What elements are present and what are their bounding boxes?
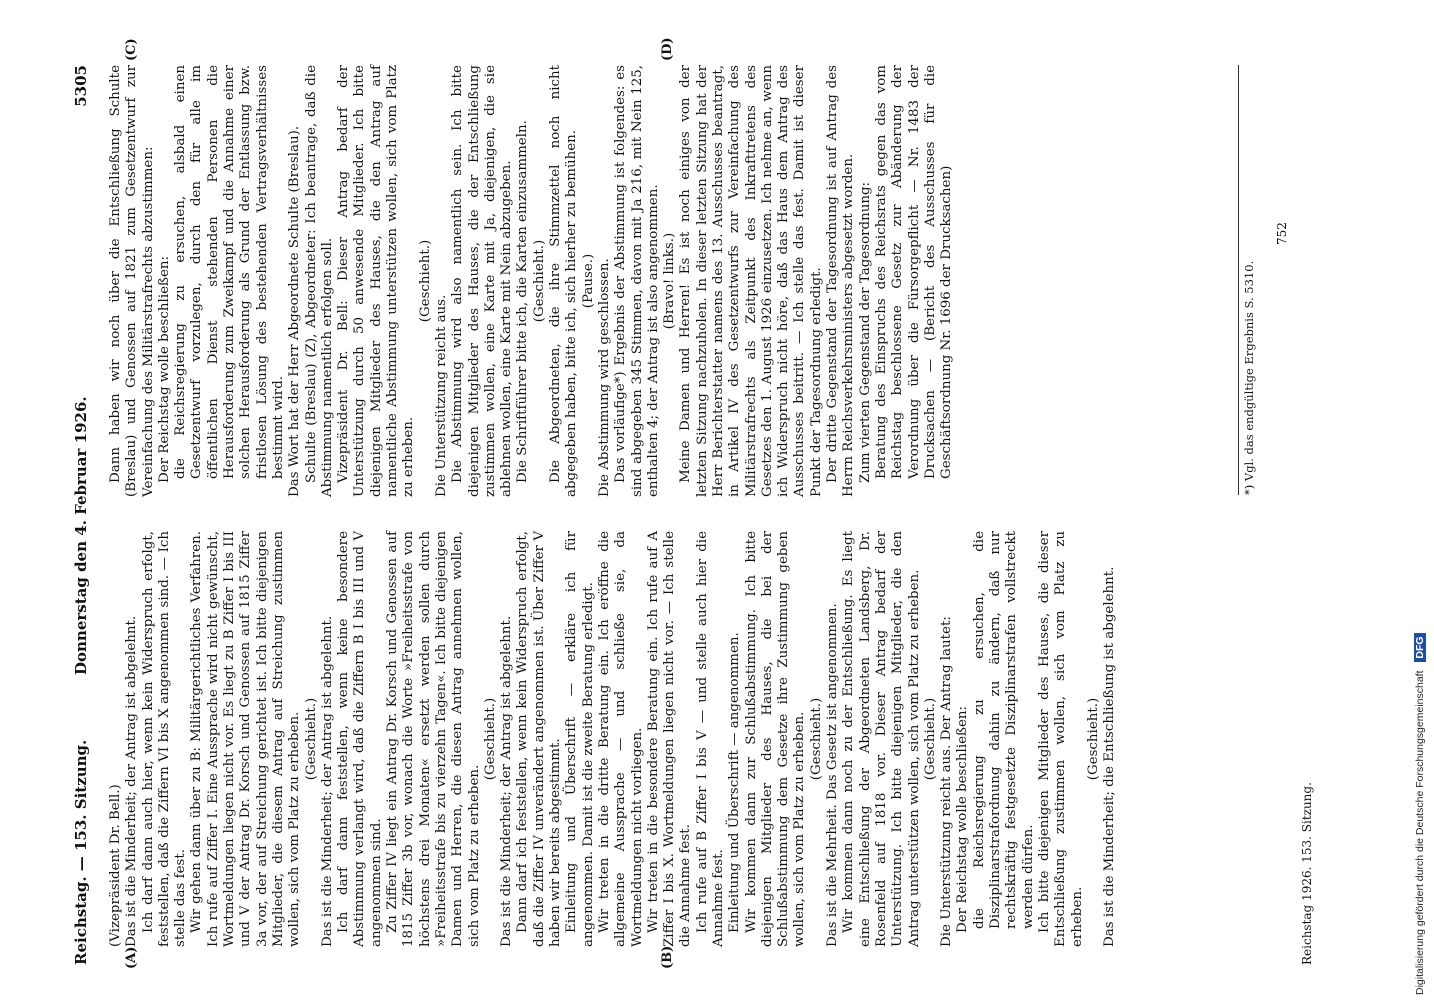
footnote: *) Vgl. das endgültige Ergebnis S. 5310. — [1238, 65, 1256, 495]
paragraph: Die Abstimmung wird geschlossen. — [596, 258, 612, 497]
paragraph: (Vizepräsident Dr. Bell.) — [108, 784, 123, 947]
header-page-number: 5305 — [72, 65, 90, 107]
paragraph: Zum vierten Gegenstand der Tagesordnung: — [857, 181, 873, 483]
paragraph: Der Reichstag wolle beschließen: — [156, 255, 172, 483]
page-footer: Reichstag 1926. 153. Sitzung. — [1300, 782, 1314, 965]
left-column — [108, 531, 1118, 947]
paragraph: Das Wort hat der Herr Abgeordnete Schulte (Breslau). — [287, 125, 303, 497]
paragraph: Wir treten in die dritte Beratung ein. Ich eröffne die allgemeine Aussprache — und schließe sie, da Wortmeldungen nicht vorliegen. — [596, 531, 645, 947]
stage-direction: (Geschieht.) — [303, 697, 319, 781]
right-column — [108, 65, 955, 497]
stage-direction: (Geschieht.) — [417, 239, 433, 323]
speaker-paragraph: Vizepräsident Dr. Bell: Dieser Antrag bedarf der Unterstützung durch 50 anwesende Mitglieder. Ich bitte diejenigen Mitglieder des Hauses, die den Antrag auf namentliche Abstimmung unterstützen wollen, sich vom Platz zu erheben. — [336, 65, 417, 497]
paragraph: Zu Ziffer IV liegt ein Antrag Dr. Korsch und Genossen auf 1815 Ziffer 3b vor, wonach die Worte »Freiheitsstrafe von höchstens drei Monaten« ersetzt werden sollen durch »Freiheitsstrafe bis zu vierzehn Tagen«. Ich bitte diejenigen Damen und Herren, die diesen Antrag annehmen wollen, sich vom Platz zu erheben. — [385, 531, 482, 947]
running-header — [70, 25, 100, 975]
stage-direction: (Geschieht.) — [1085, 697, 1101, 781]
paragraph: Ich darf dann feststellen, wenn keine besondere Abstimmung verlangt wird, daß die Ziffern B I bis III und V angenommen sind. — [336, 531, 384, 947]
quoted-motion: die Reichsregierung zu ersuchen, alsbald einen Gesetzentwurf vorzulegen, durch den für alle im öffentlichen Dienst stehenden Personen die Herausforderung zum Zweikampf und die Annahme einer solchen Herausforderung als Grund der Entlassung bzw. fristlosen Lösung des bestehenden Vertragsverhältnisses bestimmt wird. — [173, 65, 286, 479]
paragraph: Ich darf dann auch hier, wenn kein Widerspruch erfolgt, feststellen, daß die Ziffern VI bis X angenommen sind. — Ich stelle das fest. — [140, 531, 189, 947]
paragraph: Das vorläufige*) Ergebnis der Abstimmung ist folgendes: es sind abgegeben 345 Stimmen, davon mit Ja 216, mit Nein 125, enthalten 4; der Antrag ist also angenommen. — [613, 65, 661, 497]
header-session: Reichstag. — 153. Sitzung. — [72, 739, 90, 965]
dfg-logo: DFG — [1414, 633, 1426, 661]
paragraph: Die Unterstützung reicht aus. Der Antrag lautet: — [939, 616, 955, 947]
paragraph: Das ist die Mehrheit. Das Gesetz ist angenommen. — [825, 603, 841, 947]
paragraph: Die Unterstützung reicht aus. — [433, 294, 449, 497]
margin-marker-d: (D) — [660, 37, 675, 61]
header-date: Donnerstag den 4. Februar 1926. — [72, 396, 90, 675]
stage-direction: (Geschieht.) — [922, 697, 938, 781]
quoted-motion: die Reichsregierung zu ersuchen, die Disziplinarstrafordnung dahin zu ändern, daß nur rechtskräftig festgesetzte Disziplinarstrafen vollstreckt werden dürfen. — [971, 531, 1036, 929]
paragraph: Das ist die Minderheit; der Antrag ist abgelehnt. — [124, 615, 140, 947]
stage-direction: (Geschieht.) — [482, 697, 498, 781]
paragraph: Der Reichstag wolle beschließen: — [955, 705, 971, 933]
paragraph: Wir kommen dann zur Schlußabstimmung. Ich bitte diejenigen Mitglieder des Hauses, die bei der Schlußabstimmung dem Gesetze ihre Zustimmung geben wollen, sich vom Platz zu erheben. — [743, 531, 808, 947]
paragraph: Einleitung und Überschrift — angenommen. — [727, 632, 743, 933]
dfg-side-strip — [1414, 5, 1430, 995]
paragraph: Dann darf ich feststellen, wenn kein Widerspruch erfolgt, daß die Ziffer IV unverändert angenommen ist. Über Ziffer V haben wir bereits abgestimmt. — [515, 531, 564, 947]
paragraph: Wir gehen dann über zu B: Militärgerichtliches Verfahren. Ich rufe auf Ziffer I. Eine Aussprache wird nicht gewünscht, Wortmeldungen liegen nicht vor. Es liegt zu B Ziffer I bis III und V der Antrag Dr. Korsch und Genossen auf 1815 Ziffer 3a vor, der auf Streichung gerichtet ist. Ich bitte diejenigen Mitglieder, die diesem Antrag auf Streichung zustimmen wollen, sich vom Platz zu erheben. — [189, 531, 303, 947]
margin-marker-c: (C) — [124, 38, 139, 61]
quoted-agenda-item: Beratung des Einspruchs des Reichsrats gegen das vom Reichstag beschlossene Gesetz zur Abänderung der Verordnung über die Fürsorgepflicht — Nr. 1483 der Drucksachen — (Bericht des Ausschusses für die Geschäftsordnung Nr. 1696 der Drucksachen) — [873, 65, 955, 479]
paragraph: Das ist die Minderheit; der Antrag ist abgelehnt. — [499, 615, 515, 947]
stage-direction: (Bravo! links.) — [662, 232, 678, 330]
paragraph: Dann haben wir noch über die Entschließung Schulte (Breslau) und Genossen auf 1821 zum Gesetzentwurf zur Vereinfachung des Militärstrafrechts abzustimmen: — [108, 65, 156, 497]
paragraph: Die Abgeordneten, die ihre Stimmzettel noch nicht abgegeben haben, bitte ich, sich hierher zu bemühen. — [548, 65, 580, 497]
paragraph: Ich rufe auf B Ziffer I bis V — und stelle auch hier die Annahme fest. — [694, 531, 726, 947]
paragraph: Wir treten in die besondere Beratung ein. Ich rufe auf A Ziffer I bis X. Wortmeldungen liegen nicht vor. — Ich stelle die Annahme fest. — [645, 531, 694, 947]
stage-direction: (Pause.) — [580, 253, 596, 309]
paragraph: Ich bitte diejenigen Mitglieder des Hauses, die dieser Entschließung zustimmen wollen, sich vom Platz zu erheben. — [1036, 531, 1085, 947]
paragraph: Das ist die Minderheit; der Antrag ist abgelehnt. — [319, 615, 335, 947]
rotated-page — [70, 25, 1400, 975]
paragraph: Meine Damen und Herren! Es ist noch einiges von der letzten Sitzung nachzuholen. In dieser letzten Sitzung hat der Herr Berichterstatter namens des 13. Ausschusses beantragt, in Artikel IV des Gesetzentwurfs zur Vereinfachung des Militärstrafrechts als Zeitpunkt des Inkrafttretens des Gesetzes den 1. August 1926 einzusetzen. Ich nehme an, wenn ich Widerspruch nicht höre, daß das Haus dem Antrag des Ausschusses beitritt. — Ich stelle das fest. Damit ist dieser Punkt der Tagesordnung erledigt. — [678, 65, 824, 497]
speaker-paragraph: Schulte (Breslau) (Z), Abgeordneter: Ich beantrage, daß die Abstimmung namentlich erfolgen soll. — [303, 65, 335, 497]
paragraph: Das ist die Minderheit; die Entschließung ist abgelehnt. — [1102, 566, 1118, 947]
margin-marker-b: (B) — [660, 945, 675, 969]
dfg-funding-note: Digitalisierung gefördert durch die Deutsche Forschungsgemeinschaft — [1414, 670, 1426, 995]
paragraph: Die Schriftführer bitte ich, die Karten einzusammeln. — [515, 120, 531, 483]
paragraph: Wir kommen dann noch zu der Entschließung. Es liegt eine Entschließung der Abgeordneten Landsberg, Dr. Rosenfeld auf 1818 vor. Dieser Antrag bedarf der Unterstützung. Ich bitte diejenigen Mitglieder, die den Antrag unterstützen wollen, sich vom Platz zu erheben. — [841, 531, 922, 947]
margin-marker-a: (A) — [124, 946, 139, 969]
stage-direction: (Geschieht.) — [531, 239, 547, 323]
sheet-number: 752 — [1275, 222, 1289, 245]
paragraph: Die Abstimmung wird also namentlich sein. Ich bitte diejenigen Mitglieder des Hauses, die der Entschließung zustimmen wollen, eine Karte mit Ja, diejenigen, die sie ablehnen wollen, eine Karte mit Nein abzugeben. — [450, 65, 515, 497]
paragraph: Einleitung und Überschrift — erkläre ich für angenommen. Damit ist die zweite Beratung erledigt. — [564, 531, 596, 947]
stage-direction: (Geschieht.) — [808, 697, 824, 781]
paragraph: Der dritte Gegenstand der Tagesordnung ist auf Antrag des Herrn Reichsverkehrsministers abgesetzt worden. — [825, 65, 857, 497]
